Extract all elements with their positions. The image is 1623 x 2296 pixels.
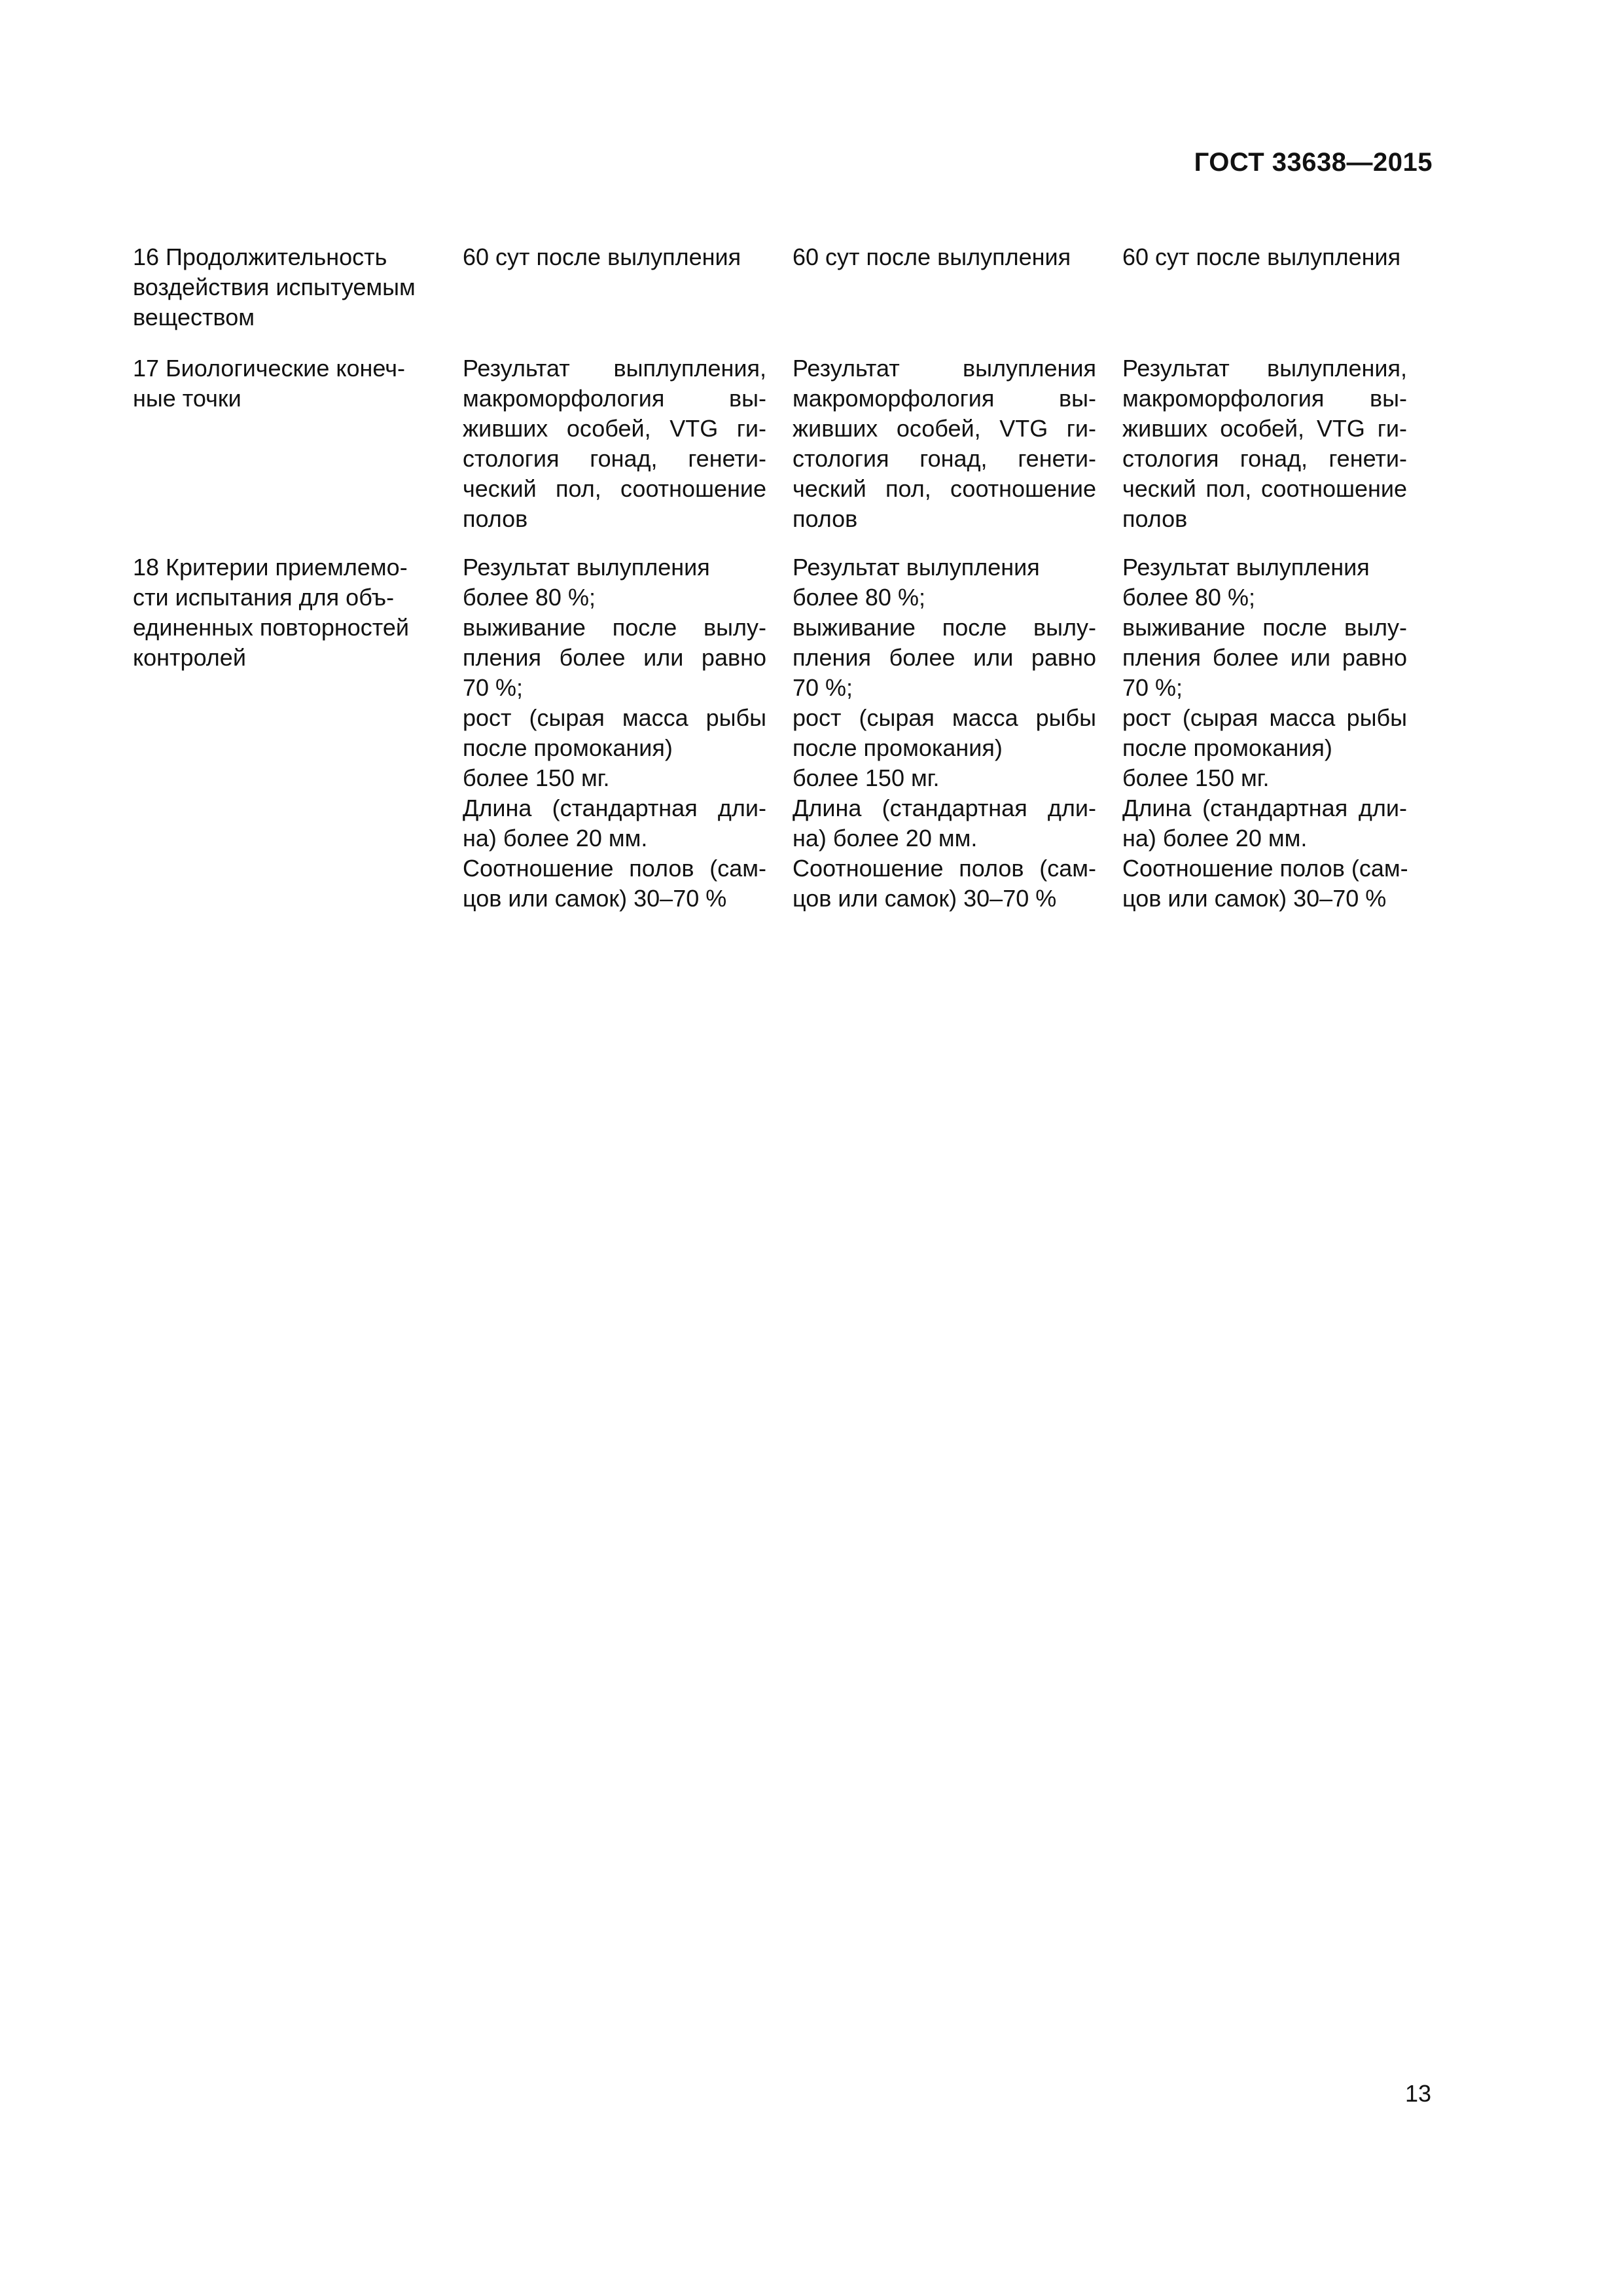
text-line: 60 сут после вылупления: [793, 243, 1071, 270]
text-line: 16 Продолжительность: [133, 243, 387, 270]
text-line: живших особей, VTG ги-: [463, 415, 766, 442]
text-line: ческий пол, соотношение: [793, 475, 1096, 502]
text-line: контролей: [133, 644, 246, 671]
text-line: макроморфология вы-: [1122, 385, 1407, 412]
text-line: рост (сырая масса рыбы: [463, 704, 766, 731]
text-line: 70 %;: [793, 674, 853, 701]
value-cell: [1122, 242, 1433, 353]
text-line: веществом: [133, 304, 255, 331]
text-line: ческий пол, соотношение: [1122, 475, 1407, 502]
text-line: рост (сырая масса рыбы: [1122, 704, 1407, 731]
text-line: на) более 20 мм.: [1122, 825, 1308, 852]
text-line: более 150 мг.: [793, 764, 940, 791]
page-number: 13: [1404, 2080, 1431, 2107]
value-cell: [793, 242, 1122, 353]
text-line: полов: [1122, 505, 1188, 532]
text-line: Длина (стандартная дли-: [463, 795, 766, 821]
table-row-18: [133, 552, 1433, 914]
text-line: единенных повторностей: [133, 614, 409, 641]
text-line: Результат вылупления,: [1122, 355, 1407, 382]
text-line: живших особей, VTG ги-: [793, 415, 1096, 442]
text-line: 17 Биологические конеч-: [133, 355, 405, 382]
text-line: Соотношение полов (сам-: [1122, 855, 1408, 882]
parameter-cell: [133, 353, 463, 552]
text-line: Результат выплупления,: [463, 355, 766, 382]
parameter-cell: [133, 552, 463, 914]
value-cell: [463, 242, 793, 353]
text-line: полов: [793, 505, 858, 532]
text-line: стология гонад, генети-: [793, 445, 1096, 472]
text-line: после промокания): [793, 734, 1003, 761]
text-line: воздействия испытуемым: [133, 274, 416, 300]
text-line: Длина (стандартная дли-: [1122, 795, 1407, 821]
text-line: макроморфология вы-: [463, 385, 766, 412]
text-line: более 80 %;: [463, 584, 596, 611]
text-line: ные точки: [133, 385, 241, 412]
text-line: более 150 мг.: [1122, 764, 1270, 791]
text-line: Соотношение полов (сам-: [793, 855, 1096, 882]
text-line: 70 %;: [463, 674, 524, 701]
text-line: живших особей, VTG ги-: [1122, 415, 1407, 442]
text-line: Результат вылупления: [793, 355, 1096, 382]
test-conditions-table: [133, 242, 1433, 914]
text-line: Результат вылупления: [793, 554, 1040, 581]
text-line: выживание после вылу-: [793, 614, 1096, 641]
text-line: стология гонад, генети-: [1122, 445, 1407, 472]
text-line: пления более или равно: [793, 644, 1096, 671]
value-cell: [793, 353, 1122, 552]
text-line: Длина (стандартная дли-: [793, 795, 1096, 821]
table-row-16: [133, 242, 1433, 353]
value-cell: [463, 353, 793, 552]
text-line: пления более или равно: [1122, 644, 1407, 671]
text-line: более 80 %;: [793, 584, 925, 611]
text-line: после промокания): [463, 734, 673, 761]
text-line: на) более 20 мм.: [793, 825, 978, 852]
table-row-17: [133, 353, 1433, 552]
text-line: цов или самок) 30–70 %: [463, 885, 727, 912]
text-line: пления более или равно: [463, 644, 766, 671]
text-line: более 80 %;: [1122, 584, 1255, 611]
text-line: более 150 мг.: [463, 764, 610, 791]
text-line: 18 Критерии приемлемо-: [133, 554, 408, 581]
text-line: цов или самок) 30–70 %: [793, 885, 1057, 912]
value-cell: [1122, 353, 1433, 552]
text-line: рост (сырая масса рыбы: [793, 704, 1096, 731]
text-line: выживание после вылу-: [463, 614, 766, 641]
parameter-cell: [133, 242, 463, 353]
text-line: стология гонад, генети-: [463, 445, 766, 472]
value-cell: [793, 552, 1122, 914]
value-cell: [1122, 552, 1433, 914]
text-line: после промокания): [1122, 734, 1332, 761]
standard-designation: ГОСТ 33638—2015: [1194, 148, 1433, 177]
text-line: на) более 20 мм.: [463, 825, 648, 852]
text-line: полов: [463, 505, 528, 532]
text-line: Соотношение полов (сам-: [463, 855, 766, 882]
text-line: макроморфология вы-: [793, 385, 1096, 412]
text-line: 60 сут после вылупления: [1122, 243, 1401, 270]
text-line: Результат вылупления: [463, 554, 710, 581]
text-line: выживание после вылу-: [1122, 614, 1407, 641]
text-line: 60 сут после вылупления: [463, 243, 741, 270]
text-line: 70 %;: [1122, 674, 1183, 701]
value-cell: [463, 552, 793, 914]
text-line: ческий пол, соотношение: [463, 475, 766, 502]
text-line: сти испытания для объ-: [133, 584, 395, 611]
text-line: цов или самок) 30–70 %: [1122, 885, 1387, 912]
text-line: Результат вылупления: [1122, 554, 1370, 581]
